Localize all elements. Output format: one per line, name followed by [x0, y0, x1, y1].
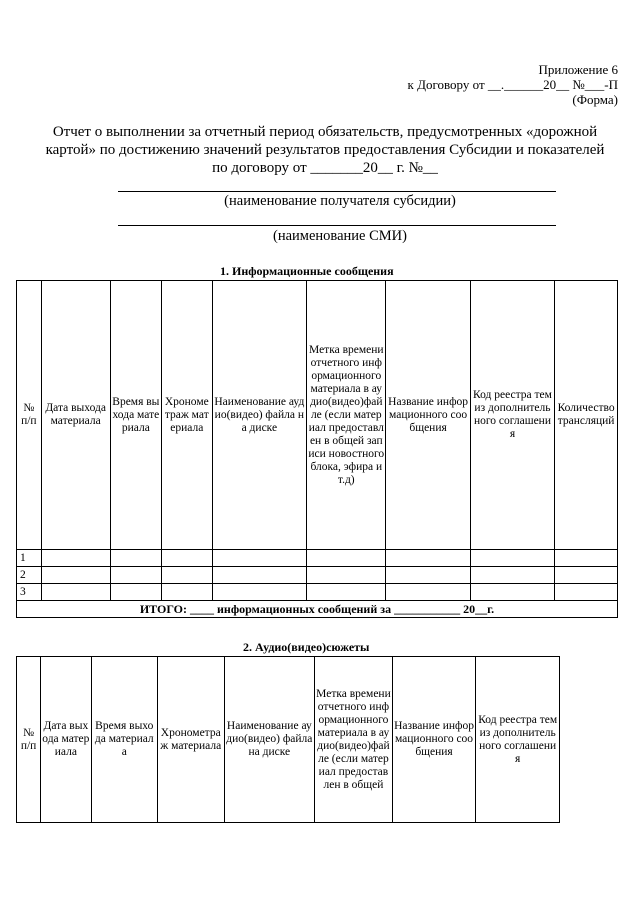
stories-table — [16, 656, 560, 823]
table-row — [17, 584, 618, 601]
header-date: Дата выхода материала — [41, 657, 91, 823]
messages-header-row — [17, 281, 618, 550]
header-topic-code: Код реестра тем из дополнительного соглашения — [476, 657, 560, 823]
header-index: № п/п — [17, 281, 42, 550]
header-filename: Наименование аудио(видео) файла на диске — [224, 657, 315, 823]
recipient-caption: (наименование получателя субсидии) — [224, 193, 456, 209]
header-filename: Наименование аудио(видео) файла на диске — [212, 281, 307, 550]
table-row — [17, 567, 618, 584]
total-text: ИТОГО: ____ информационных сообщений за ___________ 20__г. — [17, 601, 618, 618]
appendix-block — [408, 62, 618, 107]
appendix-contract-ref: к Договору от __.______20__ №___-П — [407, 77, 618, 92]
media-caption: (наименование СМИ) — [273, 228, 407, 244]
header-date: Дата выхода материала — [41, 281, 110, 550]
row-number: 1 — [17, 550, 42, 567]
section2-title: 2. Аудио(видео)сюжеты — [243, 640, 370, 654]
total-row — [17, 601, 618, 618]
header-duration: Хронометраж материала — [158, 657, 224, 823]
media-underline — [118, 225, 556, 226]
header-topic-code: Код реестра тем из дополнительного соглашения — [470, 281, 554, 550]
header-time: Время выхода материала — [110, 281, 161, 550]
recipient-underline — [118, 191, 556, 192]
header-timestamp: Метка времени отчетного информационного материала в аудио(видео)файле (если материал предоставлен в общей — [315, 657, 393, 823]
section1-title: 1. Информационные сообщения — [220, 264, 394, 278]
header-time: Время выхода материала — [91, 657, 157, 823]
document-title: Отчет о выполнении за отчетный период обязательств, предусмотренных «дорожной картой» по достижению значений результатов предоставления Субсидии и показателей по договору от _______20__ г. №__ — [45, 124, 605, 176]
header-message-name: Название информационного сообщения — [392, 657, 476, 823]
table-row — [17, 550, 618, 567]
row-number: 2 — [17, 567, 42, 584]
row-number: 3 — [17, 584, 42, 601]
header-message-name: Название информационного сообщения — [386, 281, 470, 550]
header-duration: Хронометраж материала — [162, 281, 212, 550]
appendix-number: Приложение 6 — [538, 62, 618, 77]
stories-header-row — [17, 657, 560, 823]
header-index: № п/п — [17, 657, 41, 823]
appendix-form-label: (Форма) — [572, 92, 618, 107]
messages-table — [16, 280, 618, 618]
header-timestamp: Метка времени отчетного информационного материала в аудио(видео)файле (если материал предоставлен в общей записи новостного блока, эфира и т.д) — [307, 281, 386, 550]
header-broadcast-count: Количество трансляций — [555, 281, 618, 550]
